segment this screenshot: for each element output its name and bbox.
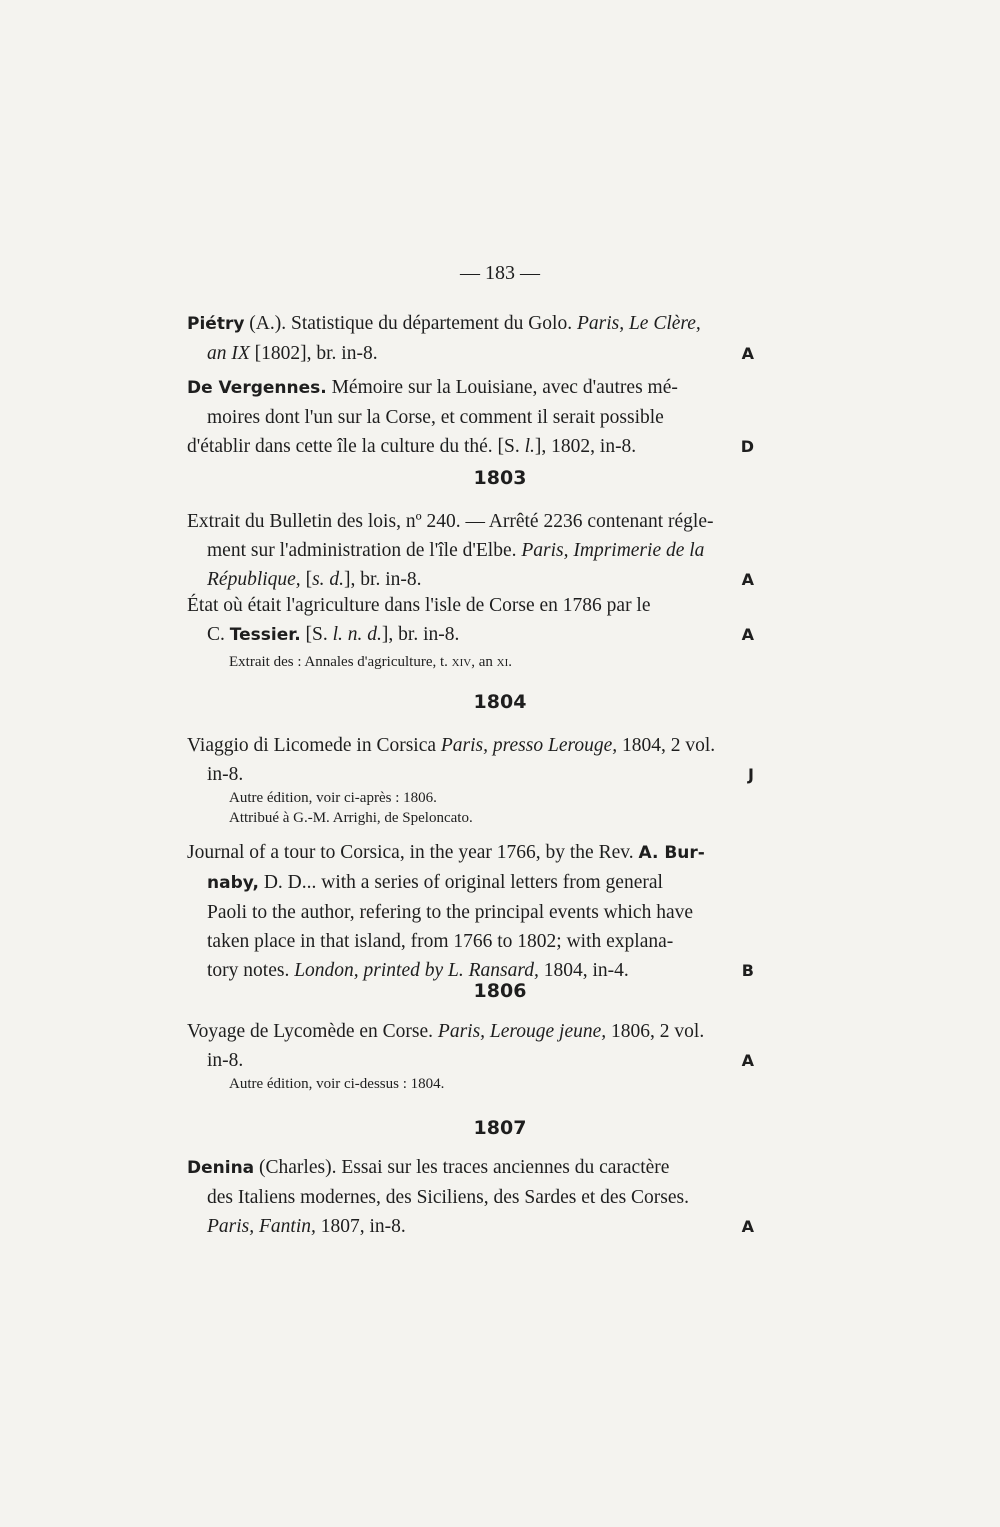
entry-line bbox=[187, 565, 754, 594]
entry-line bbox=[187, 731, 754, 760]
entry-line: moires dont l'un sur la Corse, et comment il serait possible bbox=[207, 407, 664, 428]
entry-text: [1802], br. in-8. bbox=[249, 343, 378, 364]
entry-text: ], 1802, in-8. bbox=[534, 436, 637, 457]
location-code: A bbox=[741, 344, 754, 363]
entry-denina bbox=[187, 1153, 754, 1241]
entry-line bbox=[187, 1212, 754, 1241]
entry-text: l. bbox=[524, 436, 535, 457]
entry-text: 1804, 2 vol. bbox=[617, 735, 716, 756]
entry-journal bbox=[187, 838, 754, 985]
entry-line bbox=[187, 339, 754, 368]
author-name: Denina bbox=[187, 1158, 255, 1178]
entry-text: s. d. bbox=[312, 569, 345, 590]
entry-viaggio bbox=[187, 731, 754, 789]
entry-line: Paoli to the author, refering to the principal events which have bbox=[207, 902, 694, 923]
publisher-text: Paris, presso Lerouge, bbox=[440, 735, 618, 756]
entry-line bbox=[187, 760, 754, 789]
entry-line: État où était l'agriculture dans l'isle de Corse en 1786 par le bbox=[187, 595, 651, 616]
year-heading-1804: 1804 bbox=[473, 691, 527, 713]
entry-voyage bbox=[187, 1017, 754, 1075]
author-name: Tessier. bbox=[229, 625, 301, 645]
entry-text: tory notes. bbox=[207, 960, 295, 981]
entry-note: Attribué à G.-M. Arrighi, de Speloncato. bbox=[229, 810, 473, 826]
entry-line bbox=[187, 309, 754, 339]
author-name: Piétry bbox=[187, 314, 245, 334]
entry-text: Voyage de Lycomède en Corse. bbox=[187, 1021, 438, 1042]
entry-note: Extrait des : Annales d'agriculture, t. xiv, an xi. bbox=[229, 654, 512, 670]
location-code: A bbox=[741, 1051, 754, 1070]
entry-text: l. n. d. bbox=[332, 624, 382, 645]
entry-line bbox=[187, 620, 754, 650]
entry-text: [ bbox=[300, 569, 313, 590]
location-code: A bbox=[741, 625, 754, 644]
entry-pietry bbox=[187, 309, 754, 368]
location-code: A bbox=[741, 1217, 754, 1236]
author-name: A. Bur- bbox=[638, 843, 705, 863]
entry-text: 1804, in-4. bbox=[538, 960, 629, 981]
publisher-text: Paris, Fantin, bbox=[207, 1216, 316, 1237]
location-code: A bbox=[741, 570, 754, 589]
entry-line bbox=[187, 1017, 754, 1046]
entry-line bbox=[187, 838, 754, 868]
location-code: J bbox=[748, 765, 754, 784]
entry-text: Viaggio di Licomede in Corsica bbox=[187, 735, 441, 756]
entry-text: Journal of a tour to Corsica, in the year 1766, by the Rev. bbox=[187, 842, 639, 863]
entry-text: (Charles). Essai sur les traces anciennes du caractère bbox=[254, 1157, 670, 1178]
entry-text: in-8. bbox=[207, 764, 244, 785]
year-heading-1803: 1803 bbox=[473, 467, 527, 489]
entry-text: d'établir dans cette île la culture du thé. [S. bbox=[187, 436, 525, 457]
entry-text: 1806, 2 vol. bbox=[606, 1021, 705, 1042]
entry-line: des Italiens modernes, des Siciliens, des Sardes et des Corses. bbox=[207, 1187, 689, 1208]
entry-line bbox=[187, 373, 754, 403]
entry-line: Extrait du Bulletin des lois, nº 240. — Arrêté 2236 contenant régle- bbox=[187, 511, 714, 532]
entry-text: 1807, in-8. bbox=[315, 1216, 406, 1237]
entry-text: [S. bbox=[300, 624, 333, 645]
author-name: naby, bbox=[207, 873, 259, 893]
entry-text: ment sur l'administration de l'île d'Elbe. bbox=[207, 540, 522, 561]
entry-text: C. bbox=[207, 624, 230, 645]
entry-line bbox=[187, 432, 754, 461]
entry-text: in-8. bbox=[207, 1050, 244, 1071]
entry-text: (A.). Statistique du département du Golo. bbox=[244, 313, 577, 334]
entry-line bbox=[187, 1046, 754, 1075]
entry-vergennes bbox=[187, 373, 754, 461]
publisher-text: Paris, Imprimerie de la bbox=[521, 540, 705, 561]
entry-bulletin bbox=[187, 507, 754, 594]
entry-note: Autre édition, voir ci-après : 1806. bbox=[229, 790, 437, 806]
entry-note: Autre édition, voir ci-dessus : 1804. bbox=[229, 1076, 445, 1092]
date-text: an IX bbox=[207, 343, 250, 364]
entry-text: Mémoire sur la Louisiane, avec d'autres mé- bbox=[326, 377, 678, 398]
year-heading-1807: 1807 bbox=[473, 1117, 527, 1139]
publisher-text: République, bbox=[207, 569, 301, 590]
publisher-text: London, printed by L. Ransard, bbox=[294, 960, 539, 981]
entry-text: ], br. in-8. bbox=[381, 624, 460, 645]
entry-line bbox=[187, 1153, 754, 1183]
entry-line bbox=[187, 536, 754, 565]
entry-line: taken place in that island, from 1766 to 1802; with explana- bbox=[207, 931, 674, 952]
publisher-text: Paris, Le Clère, bbox=[576, 313, 701, 334]
publisher-text: Paris, Lerouge jeune, bbox=[437, 1021, 607, 1042]
entry-text: ], br. in-8. bbox=[344, 569, 422, 590]
entry-line bbox=[187, 868, 754, 898]
author-name: De Vergennes. bbox=[187, 378, 327, 398]
entry-text: D. D... with a series of original letters from general bbox=[258, 872, 663, 893]
entry-etat bbox=[187, 591, 754, 650]
year-heading-1806: 1806 bbox=[473, 980, 527, 1002]
location-code: D bbox=[740, 437, 754, 456]
location-code: B bbox=[741, 961, 754, 980]
page-number: — 183 — bbox=[460, 262, 540, 284]
